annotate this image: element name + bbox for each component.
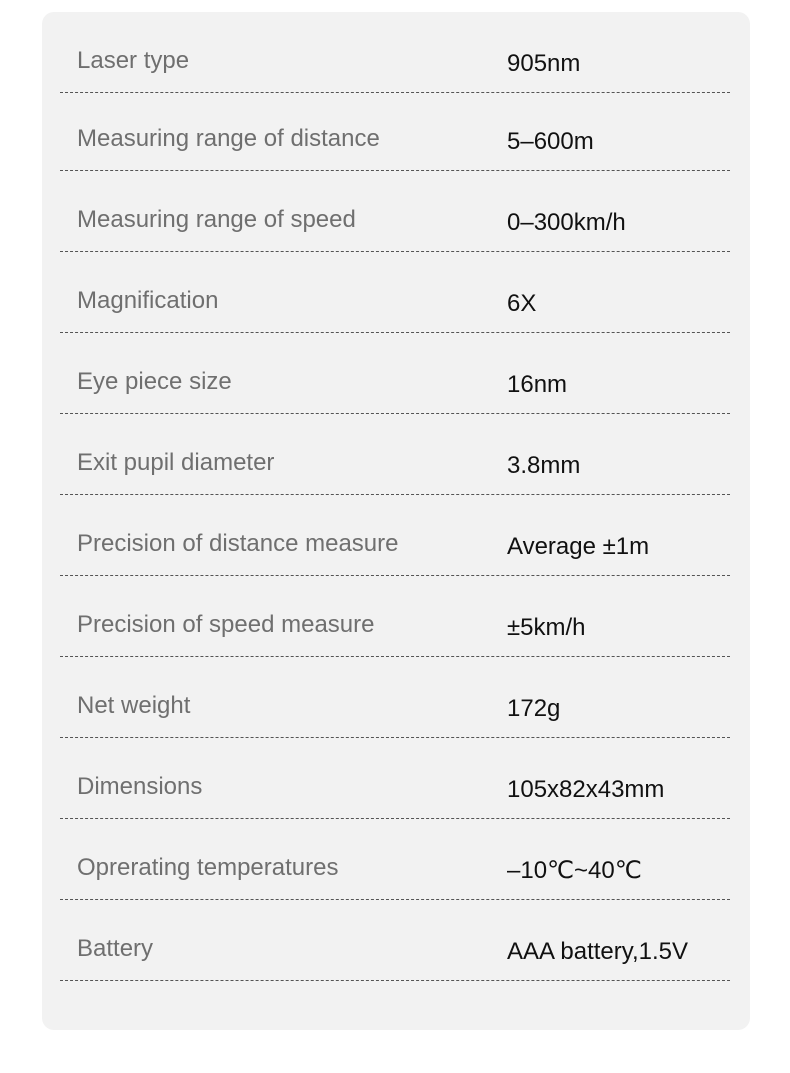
spec-label: Battery [77,935,154,962]
spec-row-exit-pupil [60,414,730,495]
spec-label: Measuring range of distance [77,125,380,152]
spec-value: 0–300km/h [507,209,626,236]
spec-row-distance-range [60,90,730,171]
spec-value: ±5km/h [507,614,586,641]
spec-value: 172g [507,695,561,722]
spec-label: Precision of speed measure [77,611,375,638]
spec-row-laser-type [60,12,730,93]
spec-value: –10℃~40℃ [507,857,642,884]
spec-label: Precision of distance measure [77,530,399,557]
spec-row-operating-temperatures [60,819,730,900]
spec-row-distance-precision [60,495,730,576]
spec-value: 5–600m [507,128,594,155]
spec-row-dimensions [60,738,730,819]
spec-label: Oprerating temperatures [77,854,339,881]
spec-row-magnification [60,252,730,333]
spec-value: 6X [507,290,537,317]
spec-value: 105x82x43mm [507,776,665,803]
spec-row-battery [60,900,730,981]
spec-row-eye-piece-size [60,333,730,414]
spec-row-net-weight [60,657,730,738]
spec-value: AAA battery,1.5V [507,938,688,965]
spec-label: Measuring range of speed [77,206,356,233]
spec-value: 3.8mm [507,452,581,479]
spec-table [42,12,750,1030]
spec-row-speed-precision [60,576,730,657]
spec-label: Net weight [77,692,191,719]
spec-value: Average ±1m [507,533,650,560]
spec-label: Eye piece size [77,368,232,395]
spec-label: Dimensions [77,773,203,800]
spec-row-speed-range [60,171,730,252]
spec-label: Magnification [77,287,219,314]
spec-label: Laser type [77,47,190,74]
spec-value: 16nm [507,371,568,398]
spec-label: Exit pupil diameter [77,449,275,476]
spec-value: 905nm [507,50,581,77]
